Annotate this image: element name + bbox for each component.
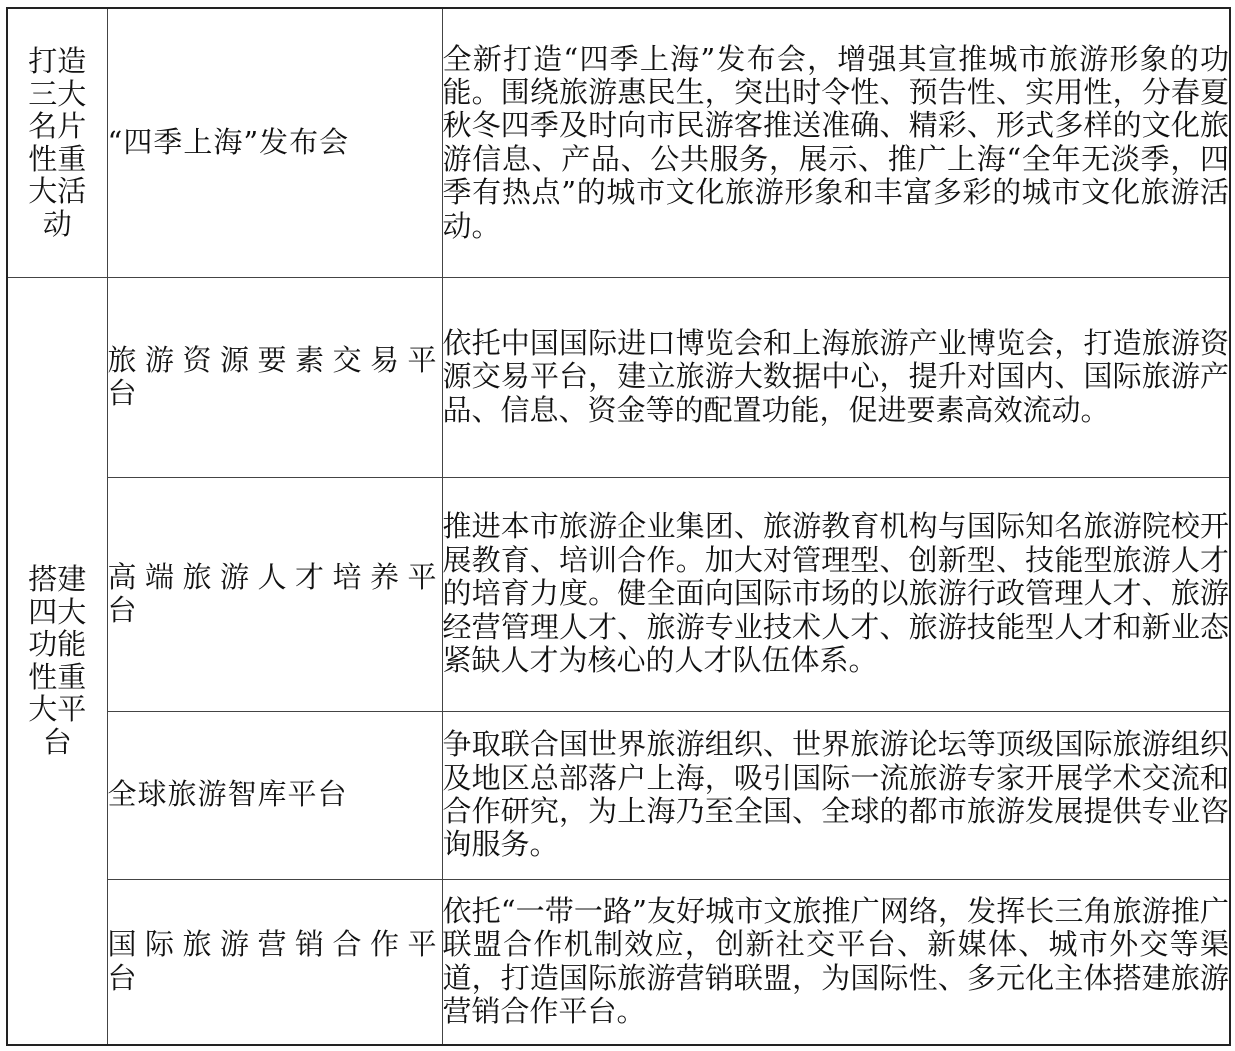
item-description-cell [442, 8, 1230, 277]
item-name-cell [107, 277, 442, 477]
item-description: 推进本市旅游企业集团、旅游教育机构与国际知名旅游院校开展教育、培训合作。加大对管理型、创新型、技能型旅游人才的培育力度。健全面向国际市场的以旅游行政管理人才、旅游经营管理人才、旅游专业技术人才、旅游技能型人才和新业态紧缺人才为核心的人才队伍体系。 [442, 509, 1229, 678]
item-name-cell [107, 879, 442, 1045]
item-name: 高端旅游人才培养平台 [107, 559, 442, 627]
category-cell-major-events [7, 8, 107, 277]
item-name: 国际旅游营销合作平台 [107, 927, 442, 995]
item-name-cell [107, 477, 442, 711]
item-description-cell [442, 711, 1230, 879]
activities-platforms-table [6, 7, 1231, 1046]
item-name-cell [107, 8, 442, 277]
item-name: “四季上海”发布会 [107, 125, 350, 159]
item-name: 旅游资源要素交易平台 [107, 342, 442, 410]
table-row [7, 477, 1230, 711]
item-name: 全球旅游智库平台 [107, 777, 348, 812]
table-row [7, 711, 1230, 879]
category-label: 搭建四大功能性重大平台 [28, 562, 87, 759]
category-label: 打造三大名片性重大活动 [28, 44, 87, 241]
item-description-cell [442, 879, 1230, 1045]
table-row [7, 879, 1230, 1045]
item-description: 全新打造“四季上海”发布会，增强其宣推城市旅游形象的功能。围绕旅游惠民生，突出时令性、预告性、实用性，分春夏秋冬四季及时向市民游客推送准确、精彩、形式多样的文化旅游信息、产品、公共服务，展示、推广上海“全年无淡季，四季有热点”的城市文化旅游形象和丰富多彩的城市文化旅游活动。 [442, 41, 1229, 243]
item-description-cell [442, 277, 1230, 477]
item-name-cell [107, 711, 442, 879]
category-cell-major-platforms [7, 277, 107, 1045]
table-row [7, 277, 1230, 477]
item-description: 依托中国国际进口博览会和上海旅游产业博览会，打造旅游资源交易平台，建立旅游大数据中心，提升对国内、国际旅游产品、信息、资金等的配置功能，促进要素高效流动。 [442, 325, 1229, 427]
item-description-cell [442, 477, 1230, 711]
item-description: 依托“一带一路”友好城市文旅推广网络，发挥长三角旅游推广联盟合作机制效应，创新社交平台、新媒体、城市外交等渠道，打造国际旅游营销联盟，为国际性、多元化主体搭建旅游营销合作平台。 [442, 893, 1229, 1029]
item-description: 争取联合国世界旅游组织、世界旅游论坛等顶级国际旅游组织及地区总部落户上海，吸引国际一流旅游专家开展学术交流和合作研究，为上海乃至全国、全球的都市旅游发展提供专业咨询服务。 [442, 727, 1229, 862]
table-row [7, 8, 1230, 277]
